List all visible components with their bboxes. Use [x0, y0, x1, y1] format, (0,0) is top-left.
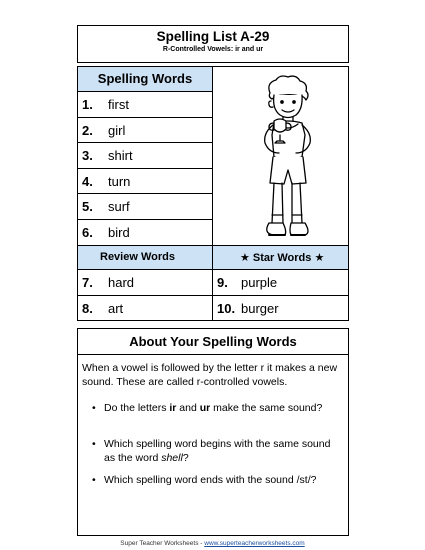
question-emphasis: shell	[161, 452, 183, 464]
question-item	[92, 437, 342, 465]
spelling-word-row	[78, 143, 212, 169]
word-number: 6.	[82, 224, 93, 240]
star-word-row	[213, 296, 348, 322]
footer-link[interactable]: www.superteacherworksheets.com	[204, 540, 305, 547]
word-number: 2.	[82, 122, 93, 138]
spelling-word-row	[78, 92, 212, 118]
star-word: burger	[241, 300, 279, 316]
spelling-word: girl	[108, 122, 126, 138]
word-number: 5.	[82, 199, 93, 214]
about-heading: About Your Spelling Words	[78, 329, 348, 355]
spelling-words-heading: Spelling Words	[78, 67, 212, 92]
review-word: art	[108, 300, 124, 316]
star-word-row	[213, 270, 348, 296]
question-text: Do the letters	[104, 402, 170, 414]
star-word: purple	[241, 275, 278, 290]
question-text: and	[176, 402, 200, 414]
spelling-word: turn	[108, 173, 131, 189]
review-word-row	[78, 296, 212, 322]
band-divider	[212, 246, 213, 269]
question-text: ?	[182, 452, 189, 464]
footer	[0, 540, 425, 547]
question-text: Which spelling word begins with the same sound as the word	[104, 438, 331, 464]
question-emphasis: ur	[199, 402, 211, 414]
spelling-word-row	[78, 118, 212, 144]
about-box	[77, 328, 349, 536]
spelling-word: shirt	[108, 148, 133, 163]
word-number: 10.	[217, 300, 236, 316]
word-number: 7.	[82, 275, 93, 290]
word-table	[77, 66, 349, 321]
word-number: 1.	[82, 97, 93, 112]
page-title: Spelling List A-29	[156, 29, 270, 44]
bullet-icon: •	[92, 402, 96, 414]
spelling-word: first	[108, 97, 129, 112]
about-intro: When a vowel is followed by the letter r it makes a new sound. These are called r-controlled vowels.	[82, 362, 338, 388]
question-text: make the same sound?	[210, 402, 323, 414]
question-item	[92, 473, 342, 487]
star-words-heading: ★ Star Words ★	[240, 252, 325, 264]
question-text: Which spelling word ends with the sound /st/?	[104, 474, 317, 486]
word-number: 4.	[82, 173, 93, 189]
word-number: 9.	[217, 275, 228, 290]
column-divider	[212, 67, 213, 245]
question-emphasis: ir	[169, 402, 177, 414]
question-item	[92, 401, 342, 415]
word-number: 3.	[82, 148, 93, 163]
spelling-word-row	[78, 169, 212, 195]
review-word: hard	[108, 275, 135, 290]
review-star-header-band	[78, 245, 348, 270]
spelling-word: bird	[108, 224, 130, 240]
spelling-word: surf	[108, 199, 130, 214]
review-words-heading: Review Words	[100, 251, 175, 263]
footer-text: Super Teacher Worksheets -	[120, 540, 205, 547]
spelling-word-row	[78, 194, 212, 220]
bullet-icon: •	[92, 474, 96, 486]
page-subtitle: R-Controlled Vowels: ir and ur	[162, 46, 264, 53]
review-word-row	[78, 270, 212, 296]
bullet-icon: •	[92, 438, 96, 450]
title-box	[77, 25, 349, 63]
boy-with-trophy-icon	[240, 75, 335, 247]
spelling-word-row	[78, 220, 212, 246]
word-number: 8.	[82, 300, 93, 316]
